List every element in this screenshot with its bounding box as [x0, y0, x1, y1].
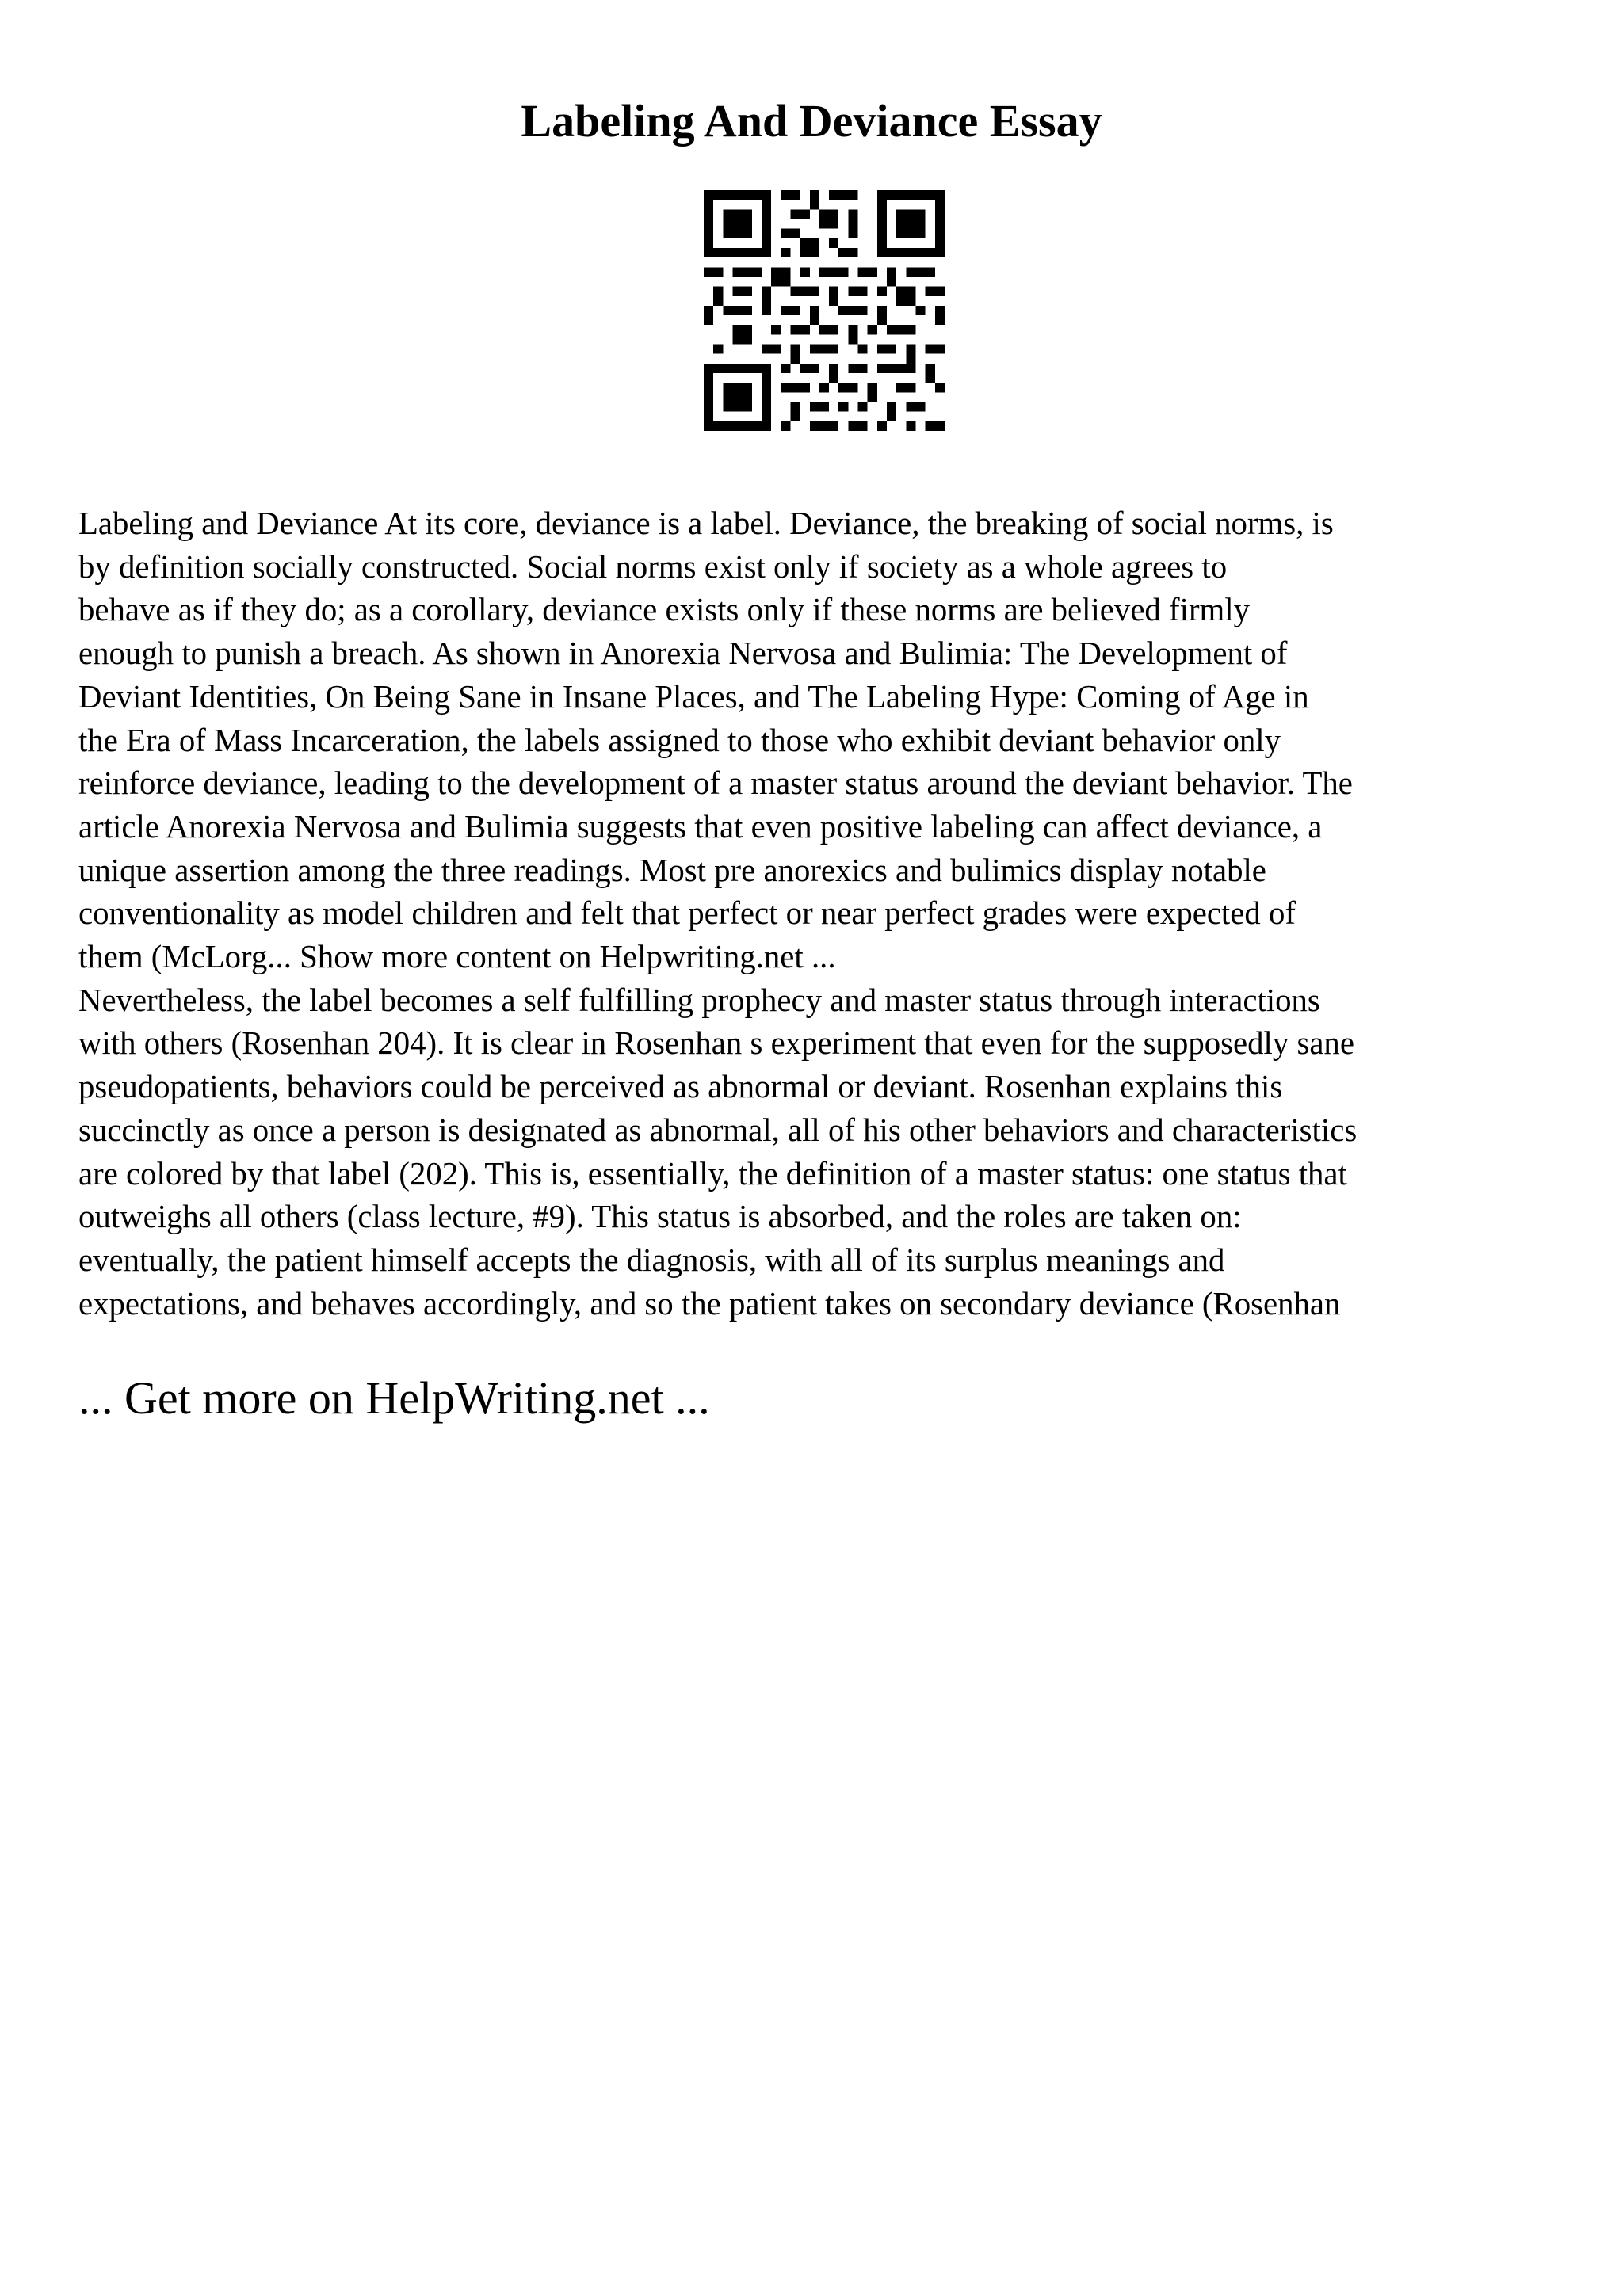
essay-line: pseudopatients, behaviors could be perceived as abnormal or deviant. Rosenhan explains this — [78, 1069, 1283, 1105]
essay-line: Labeling and Deviance At its core, deviance is a label. Deviance, the breaking of social norms, is — [78, 505, 1334, 541]
essay-body — [78, 502, 1552, 1325]
essay-line: article Anorexia Nervosa and Bulimia suggests that even positive labeling can affect deviance, a — [78, 808, 1323, 845]
essay-line: succinctly as once a person is designated as abnormal, all of his other behaviors and characteristics — [78, 1112, 1358, 1148]
qr-code-icon — [704, 190, 945, 431]
essay-line: unique assertion among the three readings. Most pre anorexics and bulimics display notable — [78, 852, 1266, 888]
get-more-link[interactable]: ... Get more on HelpWriting.net ... — [78, 1372, 710, 1424]
essay-line: conventionality as model children and felt that perfect or near perfect grades were expected of — [78, 895, 1296, 932]
essay-line: behave as if they do; as a corollary, deviance exists only if these norms are believed firmly — [78, 592, 1250, 628]
essay-line: by definition socially constructed. Social norms exist only if society as a whole agrees to — [78, 548, 1228, 585]
essay-line: expectations, and behaves accordingly, and so the patient takes on secondary deviance (Rosenhan — [78, 1285, 1341, 1322]
essay-line: with others (Rosenhan 204). It is clear in Rosenhan s experiment that even for the supposedly sane — [78, 1025, 1354, 1062]
essay-line: enough to punish a breach. As shown in Anorexia Nervosa and Bulimia: The Development of — [78, 635, 1288, 672]
essay-line: the Era of Mass Incarceration, the labels assigned to those who exhibit deviant behavior only — [78, 722, 1281, 758]
essay-line: reinforce deviance, leading to the development of a master status around the deviant behavior. The — [78, 765, 1353, 802]
essay-line: Nevertheless, the label becomes a self fulfilling prophecy and master status through interactions — [78, 982, 1320, 1018]
essay-line: outweighs all others (class lecture, #9). This status is absorbed, and the roles are taken on: — [78, 1199, 1242, 1235]
essay-line: Deviant Identities, On Being Sane in Insane Places, and The Labeling Hype: Coming of Age in — [78, 678, 1309, 715]
essay-line: are colored by that label (202). This is, essentially, the definition of a master status: one status that — [78, 1155, 1347, 1192]
essay-line: eventually, the patient himself accepts the diagnosis, with all of its surplus meanings and — [78, 1241, 1225, 1278]
essay-line: them (McLorg... Show more content on Helpwriting.net ... — [78, 939, 836, 975]
page-title: Labeling And Deviance Essay — [521, 95, 1102, 147]
